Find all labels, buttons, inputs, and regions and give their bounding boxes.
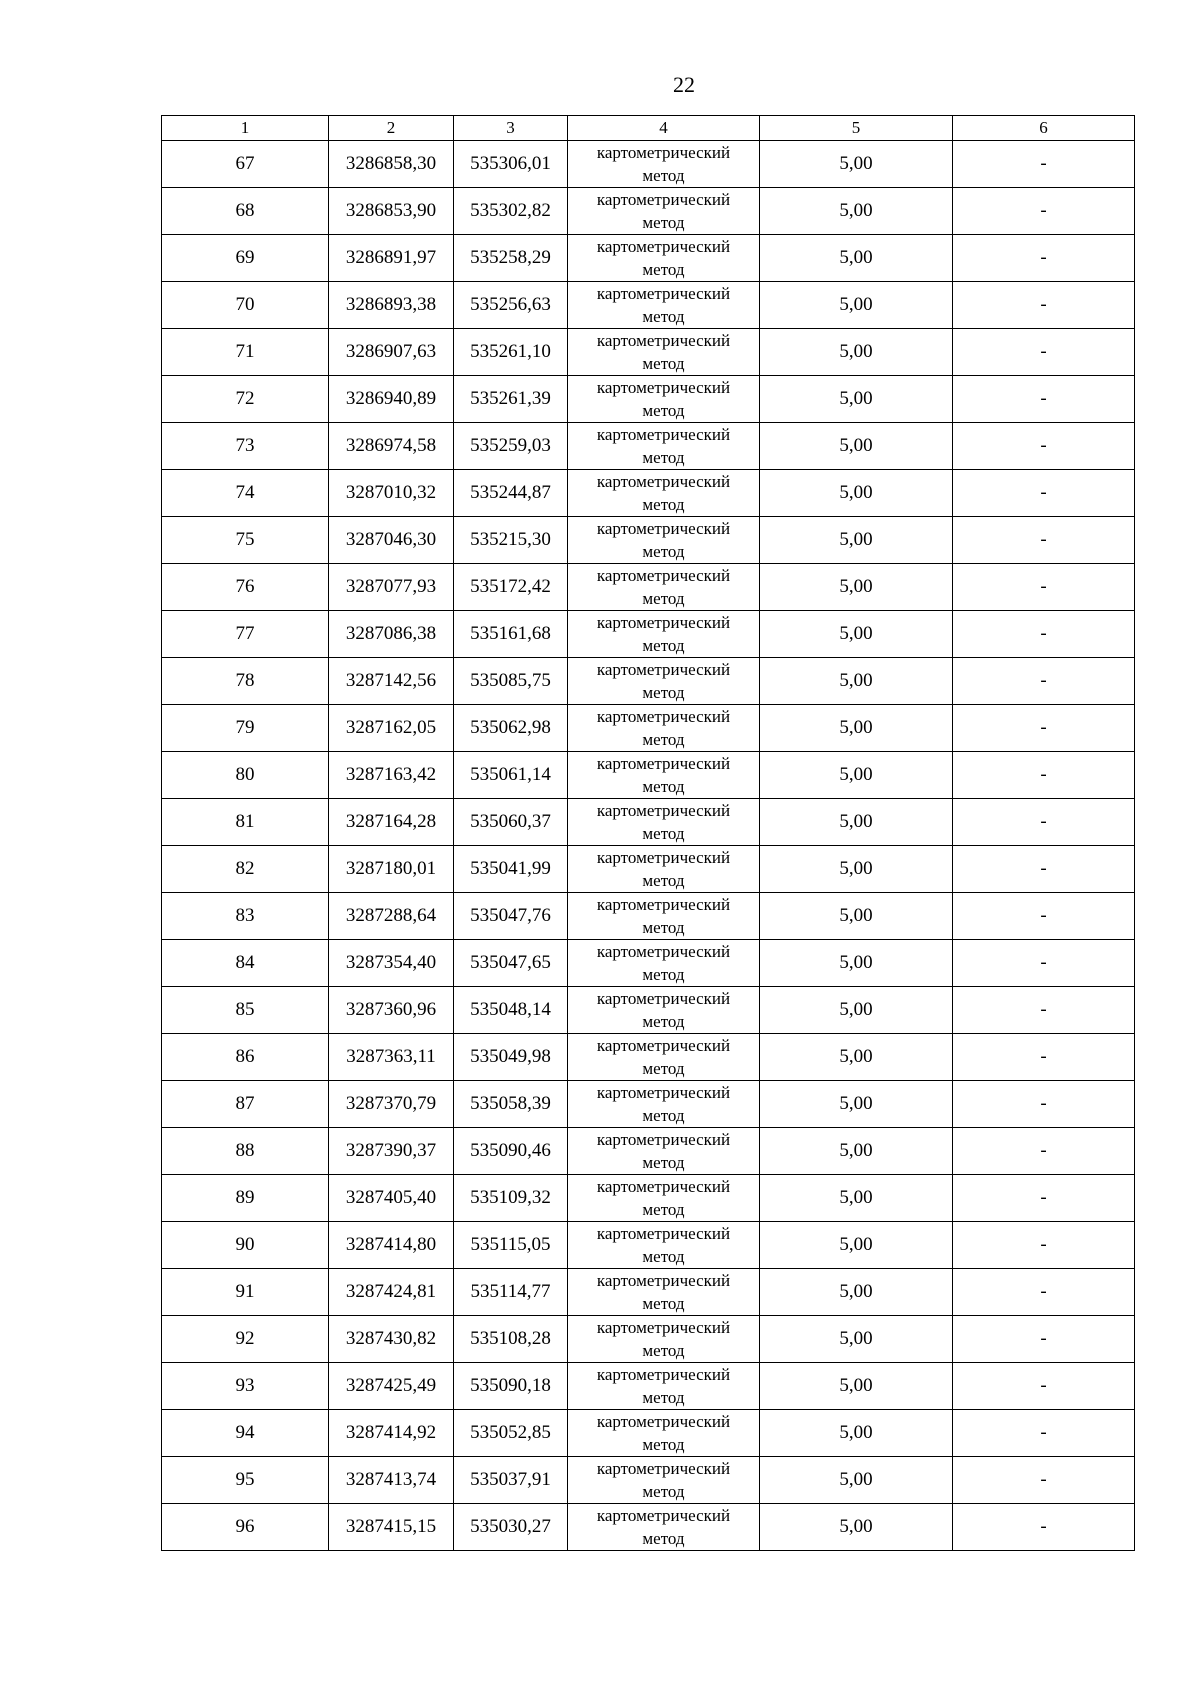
note-cell: - <box>953 1128 1135 1175</box>
method-cell <box>568 564 760 611</box>
point-number-cell: 74 <box>162 470 329 517</box>
method-text: картометрический <box>596 660 731 679</box>
note-cell: - <box>953 1222 1135 1269</box>
accuracy-cell: 5,00 <box>760 705 953 752</box>
method-text: метод <box>642 1247 685 1266</box>
point-number-cell: 70 <box>162 282 329 329</box>
y-coordinate-cell: 535161,68 <box>454 611 568 658</box>
method-cell <box>568 1410 760 1457</box>
point-number-cell: 75 <box>162 517 329 564</box>
y-coordinate-cell: 535058,39 <box>454 1081 568 1128</box>
method-text: картометрический <box>596 801 731 820</box>
note-cell: - <box>953 329 1135 376</box>
method-cell <box>568 705 760 752</box>
y-coordinate-cell: 535302,82 <box>454 188 568 235</box>
method-text: картометрический <box>596 1365 731 1384</box>
note-cell: - <box>953 752 1135 799</box>
method-cell <box>568 1034 760 1081</box>
method-text: метод <box>642 213 685 232</box>
x-coordinate-cell: 3287163,42 <box>329 752 454 799</box>
x-coordinate-cell: 3287086,38 <box>329 611 454 658</box>
point-number-cell: 68 <box>162 188 329 235</box>
note-cell: - <box>953 470 1135 517</box>
method-text: картометрический <box>596 331 731 350</box>
method-cell <box>568 611 760 658</box>
x-coordinate-cell: 3286891,97 <box>329 235 454 282</box>
method-text: картометрический <box>596 237 731 256</box>
x-coordinate-cell: 3286907,63 <box>329 329 454 376</box>
x-coordinate-cell: 3287142,56 <box>329 658 454 705</box>
table-row <box>162 423 1135 470</box>
method-cell <box>568 940 760 987</box>
method-text: метод <box>642 965 685 984</box>
table-row <box>162 1363 1135 1410</box>
y-coordinate-cell: 535172,42 <box>454 564 568 611</box>
note-cell: - <box>953 1316 1135 1363</box>
y-coordinate-cell: 535114,77 <box>454 1269 568 1316</box>
method-text: метод <box>642 1153 685 1172</box>
method-text: метод <box>642 401 685 420</box>
y-coordinate-cell: 535090,18 <box>454 1363 568 1410</box>
accuracy-cell: 5,00 <box>760 987 953 1034</box>
note-cell: - <box>953 1081 1135 1128</box>
y-coordinate-cell: 535049,98 <box>454 1034 568 1081</box>
x-coordinate-cell: 3286940,89 <box>329 376 454 423</box>
method-text: метод <box>642 1012 685 1031</box>
point-number-cell: 84 <box>162 940 329 987</box>
method-text: картометрический <box>596 895 731 914</box>
accuracy-cell: 5,00 <box>760 1457 953 1504</box>
table-row <box>162 752 1135 799</box>
accuracy-cell: 5,00 <box>760 1081 953 1128</box>
method-text: картометрический <box>596 472 731 491</box>
method-text: картометрический <box>596 942 731 961</box>
accuracy-cell: 5,00 <box>760 329 953 376</box>
table-row <box>162 893 1135 940</box>
x-coordinate-cell: 3287288,64 <box>329 893 454 940</box>
y-coordinate-cell: 535259,03 <box>454 423 568 470</box>
y-coordinate-cell: 535244,87 <box>454 470 568 517</box>
table-row <box>162 470 1135 517</box>
y-coordinate-cell: 535108,28 <box>454 1316 568 1363</box>
point-number-cell: 95 <box>162 1457 329 1504</box>
x-coordinate-cell: 3286858,30 <box>329 141 454 188</box>
note-cell: - <box>953 658 1135 705</box>
accuracy-cell: 5,00 <box>760 282 953 329</box>
note-cell: - <box>953 517 1135 564</box>
method-text: картометрический <box>596 1459 731 1478</box>
method-cell <box>568 1269 760 1316</box>
table-row <box>162 564 1135 611</box>
table-row <box>162 1128 1135 1175</box>
table-row <box>162 1222 1135 1269</box>
point-number-cell: 82 <box>162 846 329 893</box>
y-coordinate-cell: 535090,46 <box>454 1128 568 1175</box>
method-cell <box>568 141 760 188</box>
method-cell <box>568 1222 760 1269</box>
method-cell <box>568 235 760 282</box>
accuracy-cell: 5,00 <box>760 752 953 799</box>
table-row <box>162 1269 1135 1316</box>
x-coordinate-cell: 3286974,58 <box>329 423 454 470</box>
method-cell <box>568 1457 760 1504</box>
y-coordinate-cell: 535062,98 <box>454 705 568 752</box>
note-cell: - <box>953 799 1135 846</box>
method-text: картометрический <box>596 190 731 209</box>
method-text: метод <box>642 730 685 749</box>
accuracy-cell: 5,00 <box>760 188 953 235</box>
point-number-cell: 94 <box>162 1410 329 1457</box>
method-text: метод <box>642 777 685 796</box>
accuracy-cell: 5,00 <box>760 1034 953 1081</box>
note-cell: - <box>953 1457 1135 1504</box>
method-text: картометрический <box>596 143 731 162</box>
method-text: метод <box>642 824 685 843</box>
note-cell: - <box>953 1504 1135 1551</box>
point-number-cell: 76 <box>162 564 329 611</box>
point-number-cell: 72 <box>162 376 329 423</box>
method-text: метод <box>642 636 685 655</box>
method-text: метод <box>642 354 685 373</box>
accuracy-cell: 5,00 <box>760 1316 953 1363</box>
y-coordinate-cell: 535052,85 <box>454 1410 568 1457</box>
y-coordinate-cell: 535115,05 <box>454 1222 568 1269</box>
method-cell <box>568 1504 760 1551</box>
y-coordinate-cell: 535047,65 <box>454 940 568 987</box>
table-row <box>162 1410 1135 1457</box>
method-text: картометрический <box>596 284 731 303</box>
point-number-cell: 77 <box>162 611 329 658</box>
method-cell <box>568 470 760 517</box>
x-coordinate-cell: 3287414,92 <box>329 1410 454 1457</box>
point-number-cell: 88 <box>162 1128 329 1175</box>
method-text: картометрический <box>596 1130 731 1149</box>
point-number-cell: 80 <box>162 752 329 799</box>
method-cell <box>568 1316 760 1363</box>
method-text: картометрический <box>596 425 731 444</box>
method-text: метод <box>642 542 685 561</box>
y-coordinate-cell: 535306,01 <box>454 141 568 188</box>
method-cell <box>568 987 760 1034</box>
column-header: 5 <box>760 116 953 141</box>
point-number-cell: 69 <box>162 235 329 282</box>
method-text: метод <box>642 1294 685 1313</box>
method-text: метод <box>642 1341 685 1360</box>
point-number-cell: 83 <box>162 893 329 940</box>
note-cell: - <box>953 376 1135 423</box>
x-coordinate-cell: 3287360,96 <box>329 987 454 1034</box>
y-coordinate-cell: 535085,75 <box>454 658 568 705</box>
table-row <box>162 611 1135 658</box>
accuracy-cell: 5,00 <box>760 1269 953 1316</box>
table-row <box>162 235 1135 282</box>
note-cell: - <box>953 846 1135 893</box>
note-cell: - <box>953 235 1135 282</box>
table-row <box>162 658 1135 705</box>
method-text: картометрический <box>596 1177 731 1196</box>
method-text: метод <box>642 1106 685 1125</box>
accuracy-cell: 5,00 <box>760 893 953 940</box>
x-coordinate-cell: 3287077,93 <box>329 564 454 611</box>
note-cell: - <box>953 1410 1135 1457</box>
method-text: картометрический <box>596 613 731 632</box>
method-cell <box>568 423 760 470</box>
y-coordinate-cell: 535030,27 <box>454 1504 568 1551</box>
point-number-cell: 78 <box>162 658 329 705</box>
table-row <box>162 282 1135 329</box>
accuracy-cell: 5,00 <box>760 376 953 423</box>
accuracy-cell: 5,00 <box>760 564 953 611</box>
point-number-cell: 89 <box>162 1175 329 1222</box>
method-cell <box>568 376 760 423</box>
note-cell: - <box>953 611 1135 658</box>
note-cell: - <box>953 987 1135 1034</box>
accuracy-cell: 5,00 <box>760 1504 953 1551</box>
y-coordinate-cell: 535258,29 <box>454 235 568 282</box>
y-coordinate-cell: 535109,32 <box>454 1175 568 1222</box>
x-coordinate-cell: 3287046,30 <box>329 517 454 564</box>
y-coordinate-cell: 535047,76 <box>454 893 568 940</box>
method-cell <box>568 893 760 940</box>
x-coordinate-cell: 3287363,11 <box>329 1034 454 1081</box>
method-cell <box>568 1128 760 1175</box>
y-coordinate-cell: 535261,39 <box>454 376 568 423</box>
table-row <box>162 1081 1135 1128</box>
table-row <box>162 376 1135 423</box>
method-text: картометрический <box>596 1224 731 1243</box>
method-cell <box>568 752 760 799</box>
note-cell: - <box>953 1269 1135 1316</box>
point-number-cell: 91 <box>162 1269 329 1316</box>
y-coordinate-cell: 535037,91 <box>454 1457 568 1504</box>
table-row <box>162 188 1135 235</box>
accuracy-cell: 5,00 <box>760 1222 953 1269</box>
table-header-row <box>162 116 1135 141</box>
accuracy-cell: 5,00 <box>760 1175 953 1222</box>
y-coordinate-cell: 535261,10 <box>454 329 568 376</box>
method-cell <box>568 1081 760 1128</box>
method-text: картометрический <box>596 1036 731 1055</box>
method-text: картометрический <box>596 707 731 726</box>
accuracy-cell: 5,00 <box>760 940 953 987</box>
accuracy-cell: 5,00 <box>760 423 953 470</box>
y-coordinate-cell: 535048,14 <box>454 987 568 1034</box>
accuracy-cell: 5,00 <box>760 1128 953 1175</box>
note-cell: - <box>953 1363 1135 1410</box>
method-cell <box>568 846 760 893</box>
y-coordinate-cell: 535061,14 <box>454 752 568 799</box>
method-text: метод <box>642 495 685 514</box>
note-cell: - <box>953 564 1135 611</box>
column-header: 6 <box>953 116 1135 141</box>
page-number: 22 <box>673 72 695 97</box>
accuracy-cell: 5,00 <box>760 1363 953 1410</box>
method-text: картометрический <box>596 378 731 397</box>
method-text: метод <box>642 1059 685 1078</box>
method-cell <box>568 1363 760 1410</box>
x-coordinate-cell: 3287180,01 <box>329 846 454 893</box>
y-coordinate-cell: 535041,99 <box>454 846 568 893</box>
point-number-cell: 81 <box>162 799 329 846</box>
accuracy-cell: 5,00 <box>760 846 953 893</box>
method-text: метод <box>642 166 685 185</box>
x-coordinate-cell: 3287424,81 <box>329 1269 454 1316</box>
table-row <box>162 517 1135 564</box>
table-row <box>162 799 1135 846</box>
method-cell <box>568 799 760 846</box>
method-text: картометрический <box>596 1083 731 1102</box>
column-header: 1 <box>162 116 329 141</box>
point-number-cell: 79 <box>162 705 329 752</box>
method-cell <box>568 1175 760 1222</box>
method-text: метод <box>642 1200 685 1219</box>
x-coordinate-cell: 3287354,40 <box>329 940 454 987</box>
x-coordinate-cell: 3287413,74 <box>329 1457 454 1504</box>
column-header: 2 <box>329 116 454 141</box>
note-cell: - <box>953 705 1135 752</box>
method-text: метод <box>642 448 685 467</box>
x-coordinate-cell: 3287010,32 <box>329 470 454 517</box>
table-row <box>162 141 1135 188</box>
method-text: картометрический <box>596 519 731 538</box>
method-text: метод <box>642 1435 685 1454</box>
note-cell: - <box>953 188 1135 235</box>
accuracy-cell: 5,00 <box>760 611 953 658</box>
accuracy-cell: 5,00 <box>760 799 953 846</box>
table-row <box>162 1034 1135 1081</box>
method-text: метод <box>642 683 685 702</box>
x-coordinate-cell: 3287430,82 <box>329 1316 454 1363</box>
point-number-cell: 90 <box>162 1222 329 1269</box>
point-number-cell: 93 <box>162 1363 329 1410</box>
x-coordinate-cell: 3287415,15 <box>329 1504 454 1551</box>
method-text: картометрический <box>596 848 731 867</box>
method-text: метод <box>642 1388 685 1407</box>
table-row <box>162 1316 1135 1363</box>
table-row <box>162 1504 1135 1551</box>
x-coordinate-cell: 3287390,37 <box>329 1128 454 1175</box>
method-cell <box>568 658 760 705</box>
accuracy-cell: 5,00 <box>760 470 953 517</box>
y-coordinate-cell: 535060,37 <box>454 799 568 846</box>
point-number-cell: 87 <box>162 1081 329 1128</box>
column-header: 3 <box>454 116 568 141</box>
table-row <box>162 940 1135 987</box>
x-coordinate-cell: 3287162,05 <box>329 705 454 752</box>
table-row <box>162 987 1135 1034</box>
table-row <box>162 846 1135 893</box>
method-text: метод <box>642 918 685 937</box>
accuracy-cell: 5,00 <box>760 235 953 282</box>
point-number-cell: 73 <box>162 423 329 470</box>
note-cell: - <box>953 893 1135 940</box>
table-row <box>162 1457 1135 1504</box>
point-number-cell: 71 <box>162 329 329 376</box>
point-number-cell: 92 <box>162 1316 329 1363</box>
method-text: метод <box>642 307 685 326</box>
table-row <box>162 329 1135 376</box>
point-number-cell: 67 <box>162 141 329 188</box>
x-coordinate-cell: 3287405,40 <box>329 1175 454 1222</box>
method-cell <box>568 517 760 564</box>
note-cell: - <box>953 1034 1135 1081</box>
table-row <box>162 705 1135 752</box>
y-coordinate-cell: 535256,63 <box>454 282 568 329</box>
x-coordinate-cell: 3287414,80 <box>329 1222 454 1269</box>
method-cell <box>568 282 760 329</box>
accuracy-cell: 5,00 <box>760 658 953 705</box>
method-text: картометрический <box>596 1506 731 1525</box>
x-coordinate-cell: 3287164,28 <box>329 799 454 846</box>
point-number-cell: 96 <box>162 1504 329 1551</box>
coordinates-table <box>161 115 1135 1551</box>
y-coordinate-cell: 535215,30 <box>454 517 568 564</box>
method-text: метод <box>642 1482 685 1501</box>
method-text: метод <box>642 1529 685 1548</box>
table-row <box>162 1175 1135 1222</box>
method-text: метод <box>642 589 685 608</box>
point-number-cell: 86 <box>162 1034 329 1081</box>
method-text: картометрический <box>596 1412 731 1431</box>
method-text: картометрический <box>596 1318 731 1337</box>
accuracy-cell: 5,00 <box>760 517 953 564</box>
note-cell: - <box>953 940 1135 987</box>
method-text: метод <box>642 260 685 279</box>
note-cell: - <box>953 141 1135 188</box>
note-cell: - <box>953 1175 1135 1222</box>
method-text: картометрический <box>596 989 731 1008</box>
x-coordinate-cell: 3286893,38 <box>329 282 454 329</box>
accuracy-cell: 5,00 <box>760 1410 953 1457</box>
method-cell <box>568 329 760 376</box>
accuracy-cell: 5,00 <box>760 141 953 188</box>
method-text: картометрический <box>596 1271 731 1290</box>
point-number-cell: 85 <box>162 987 329 1034</box>
x-coordinate-cell: 3286853,90 <box>329 188 454 235</box>
note-cell: - <box>953 423 1135 470</box>
column-header: 4 <box>568 116 760 141</box>
method-text: метод <box>642 871 685 890</box>
note-cell: - <box>953 282 1135 329</box>
x-coordinate-cell: 3287370,79 <box>329 1081 454 1128</box>
method-cell <box>568 188 760 235</box>
method-text: картометрический <box>596 754 731 773</box>
method-text: картометрический <box>596 566 731 585</box>
x-coordinate-cell: 3287425,49 <box>329 1363 454 1410</box>
